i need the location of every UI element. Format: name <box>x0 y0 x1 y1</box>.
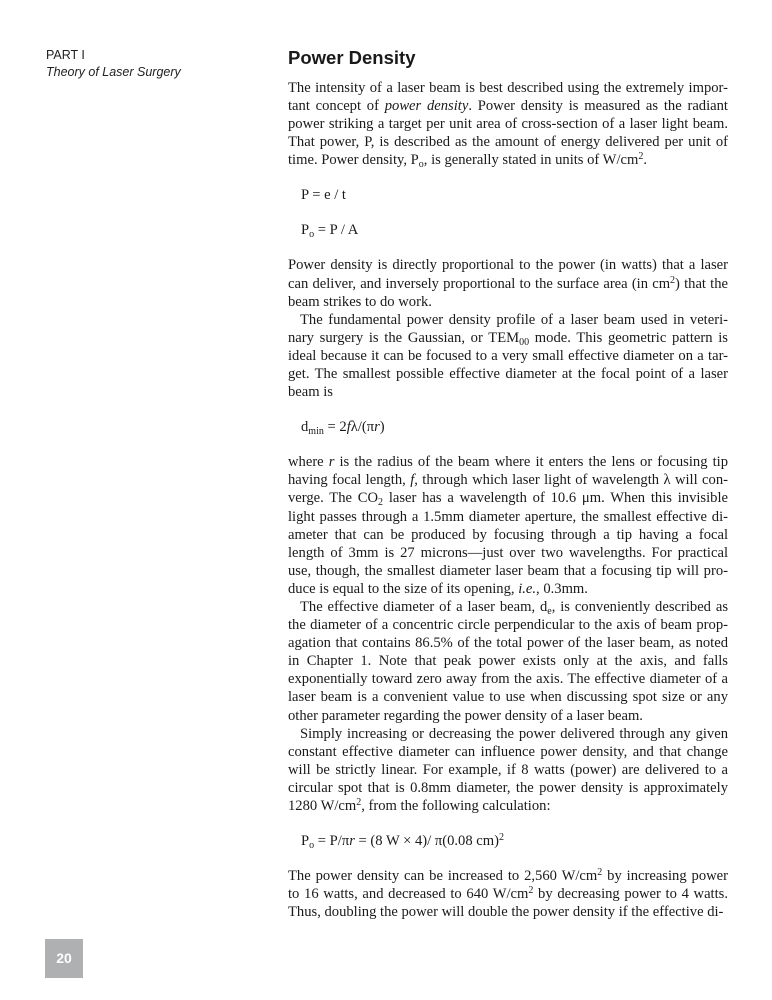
paragraph-7: The power density can be increased to 2,560 $W/cm^2$ by increasing power to 16 watts, and decreased to 640 $W/cm^2$ by decreasing power to 4 watts. Thus, doubling the power will double the power density if the effective di- <box>288 867 728 921</box>
paragraph-2: Power density is directly proportional to the power (in watts) that a laser can deliver, and inversely proportional to the surface area (in $cm^2$) that the beam strikes to do work. <box>288 257 728 310</box>
page-number: 20 <box>45 939 83 978</box>
equation-dmin: $d_{min} = 2f\lambda/(\pi r)$ <box>301 419 385 438</box>
equation-calculation: $P_o = P/\pi r = (8$ W × 4)/ π(0.08 cm)$^2$ <box>301 832 504 852</box>
part-label: PART I <box>46 48 85 62</box>
part-title: Theory of Laser Surgery <box>46 65 181 79</box>
running-head <box>46 47 181 81</box>
paragraph-1: The intensity of a laser beam is best described using the extremely impor-tant concept of power density. Power density is measured as the radiant power striking a target per unit area of cross-section of a laser light beam. That power, P, is described as the amount of energy delivered per unit of time. Power density, $P_o$, is generally stated in units of $W/cm^2$. <box>288 80 728 171</box>
equation-power-density: $P_o = P / A$ <box>301 222 359 241</box>
paragraph-5: The effective diameter of a laser beam, $d_e$, is conveniently described as the diameter of a concentric circle perpendicular to the axis of beam prop-agation that contains 86.5% of the total power of the laser beam, as noted in Chapter 1. Note that peak power exists only at the axis, and falls exponentially toward zero away from the axis. The effective diameter of a laser beam is a convenient value to use when discussing spot size or any other parameter regarding the power density of a laser beam. <box>288 598 728 724</box>
paragraph-3: The fundamental power density profile of a laser beam used in veteri-nary surgery is the Gaussian, or $TEM_{00}$ mode. This geometric pattern is ideal because it can be focused to a very small effective diameter on a tar-get. The smallest possible effective diameter at the focal point of a laser beam is <box>288 311 728 401</box>
equation-power: P = e / t <box>301 187 346 204</box>
paragraph-4: where r is the radius of the beam where it enters the lens or focusing tip having focal length, f, through which laser light of wavelength λ will con-verge. The $CO_2$ laser has a wavelength of 10.6 μm. When this invisible light passes through a 1.5mm diameter aperture, the smallest effective di-ameter that can be produced by focusing through a tip having a focal length of 3mm is 27 microns—just over two wavelengths. For practical use, though, the smallest diameter laser beam that a focusing tip will pro-duce is equal to the size of its opening, i.e., 0.3mm. <box>288 454 728 597</box>
section-title: Power Density <box>288 47 416 68</box>
paragraph-6: Simply increasing or decreasing the power delivered through any given constant effective diameter can influence power density, and that change will be strictly linear. For example, if 8 watts (power) are delivered to a circular spot that is 0.8mm diameter, the power density is approximately 1280 $W/cm^2$, from the following calculation: <box>288 725 728 814</box>
main-content <box>288 46 728 921</box>
